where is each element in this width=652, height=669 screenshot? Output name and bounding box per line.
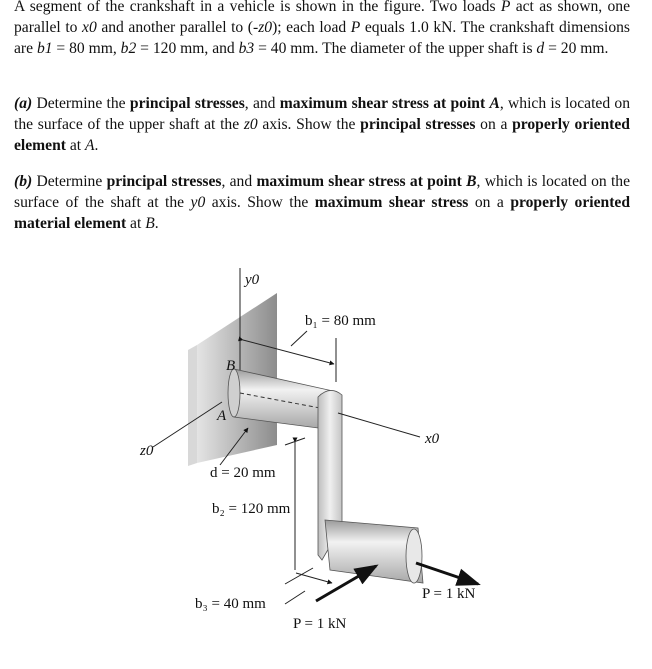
text: A segment of the crankshaft in a vehicle is shown in the figure. Two loads [14, 0, 501, 15]
text: . [94, 137, 99, 154]
z0-label: z0 [140, 443, 154, 459]
text: axis. Show the [205, 194, 315, 211]
bold-text: maximum shear stress at point [256, 173, 467, 190]
bold-text: principal stresses [360, 116, 476, 133]
bold-text: properly oriented element [14, 116, 630, 154]
text: at [65, 137, 86, 154]
var-z0: z0 [243, 116, 258, 133]
var-A: A [85, 137, 95, 154]
point-B-label: B [226, 358, 236, 374]
y0-label: y0 [245, 272, 260, 288]
bold-text: maximum shear stress at point [279, 95, 490, 112]
text: . [154, 215, 159, 232]
text: on a [475, 116, 513, 133]
var-B: B [145, 215, 155, 232]
var-P: P [350, 19, 361, 36]
bold-text: properly oriented material element [14, 194, 630, 232]
b2-label: b₂ = 120 mm [212, 501, 291, 517]
text: equals 1.0 kN. The crankshaft dimensions are [14, 19, 630, 57]
text: Determine [32, 173, 107, 190]
var-B: B [466, 173, 477, 190]
part-label: (b) [14, 173, 33, 190]
text: axis. Show the [257, 116, 361, 133]
text: and another parallel to (- [96, 19, 259, 36]
bold-text: principal stresses [106, 173, 222, 190]
bold-text: principal stresses [129, 95, 245, 112]
text: Determine the [32, 95, 130, 112]
var-d: d [536, 40, 545, 57]
text: at [126, 215, 146, 232]
load-label-right: P = 1 kN [422, 586, 476, 602]
text: , and [244, 95, 280, 112]
b1-label: b₁ = 80 mm [305, 313, 376, 329]
var-b2: b2 [120, 40, 137, 57]
text: , which is located on the surface of the upper shaft at the [14, 95, 630, 133]
text: = 120 mm, and [136, 40, 239, 57]
point-A-label: A [217, 408, 227, 424]
var-A: A [489, 95, 500, 112]
var-z0: z0 [258, 19, 273, 36]
x0-axis [338, 413, 420, 437]
var-y0: y0 [190, 194, 206, 211]
text: = 80 mm, [52, 40, 121, 57]
bold-text: maximum shear stress [314, 194, 469, 211]
part-label: (a) [14, 95, 33, 112]
text: , and [221, 173, 257, 190]
var-b3: b3 [238, 40, 255, 57]
b3-label: b₃ = 40 mm [195, 596, 266, 612]
var-P: P [500, 0, 511, 15]
text: = 40 mm. The diameter of the upper shaft is [254, 40, 537, 57]
text: on a [468, 194, 511, 211]
load-arrow-x [416, 563, 478, 584]
text: , which is located on the surface of the shaft at the [14, 173, 630, 211]
text: ); each load [272, 19, 351, 36]
load-label-bottom: P = 1 kN [293, 616, 347, 632]
text: act as shown, one parallel to [14, 0, 630, 36]
var-b1: b1 [36, 40, 53, 57]
lower-shaft [325, 520, 423, 583]
d-label: d = 20 mm [210, 465, 276, 481]
x0-label: x0 [425, 431, 440, 447]
text: = 20 mm. [544, 40, 609, 57]
var-x0: x0 [82, 19, 97, 36]
